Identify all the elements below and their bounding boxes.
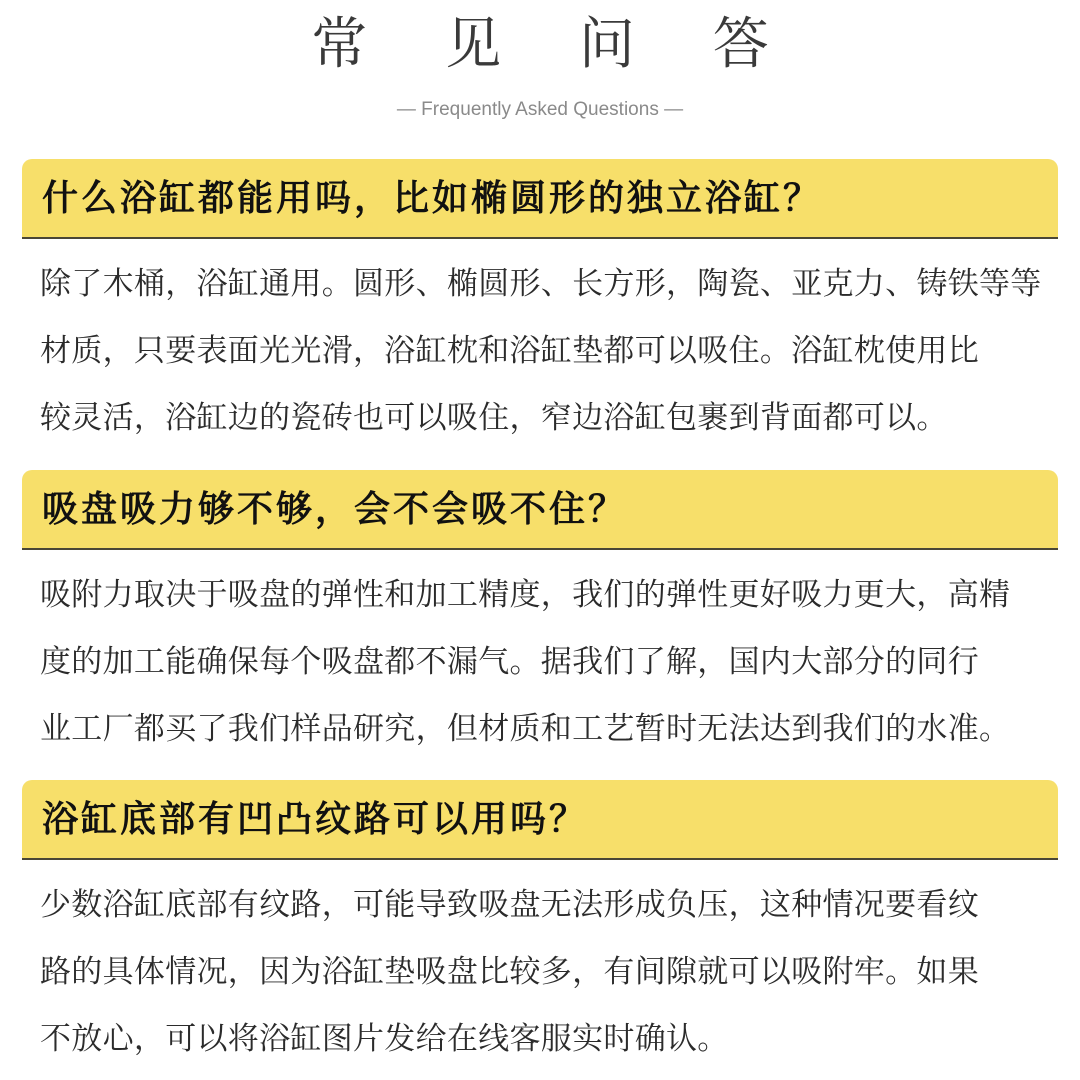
question-bar xyxy=(22,470,1058,550)
answer-line: 吸附力取决于吸盘的弹性和加工精度，我们的弹性更好吸力更大，高精 xyxy=(40,577,1011,613)
answer-line: 不放心，可以将浴缸图片发给在线客服实时确认。 xyxy=(40,1021,729,1057)
answer-line: 少数浴缸底部有纹路，可能导致吸盘无法形成负压，这种情况要看纹 xyxy=(40,887,979,923)
answer-line: 度的加工能确保每个吸盘都不漏气。据我们了解，国内大部分的同行 xyxy=(40,644,979,680)
page-header xyxy=(0,0,1080,140)
faq-item xyxy=(22,159,1058,452)
faq-item xyxy=(22,780,1058,1073)
answer-block xyxy=(22,860,1058,1073)
answer-line: 除了木桶，浴缸通用。圆形、椭圆形、长方形，陶瓷、亚克力、铸铁等等 xyxy=(40,266,1042,302)
answer-block xyxy=(22,550,1058,763)
answer-line: 材质，只要表面光光滑，浴缸枕和浴缸垫都可以吸住。浴缸枕使用比 xyxy=(40,333,979,369)
answer-line: 业工厂都买了我们样品研究，但材质和工艺暂时无法达到我们的水准。 xyxy=(40,711,1011,747)
answer-line: 较灵活，浴缸边的瓷砖也可以吸住，窄边浴缸包裹到背面都可以。 xyxy=(40,400,948,436)
page-title: 常 见 问 答 xyxy=(311,12,799,77)
question-bar xyxy=(22,159,1058,239)
question-text: 吸盘吸力够不够，会不会吸不住？ xyxy=(42,489,628,530)
faq-item xyxy=(22,470,1058,763)
answer-block xyxy=(22,239,1058,452)
answer-line: 路的具体情况，因为浴缸垫吸盘比较多，有间隙就可以吸附牢。如果 xyxy=(40,954,979,990)
question-bar xyxy=(22,780,1058,860)
question-text: 浴缸底部有凹凸纹路可以用吗？ xyxy=(42,799,589,840)
question-text: 什么浴缸都能用吗，比如椭圆形的独立浴缸？ xyxy=(42,178,823,219)
page-subtitle: — Frequently Asked Questions — xyxy=(396,99,684,120)
